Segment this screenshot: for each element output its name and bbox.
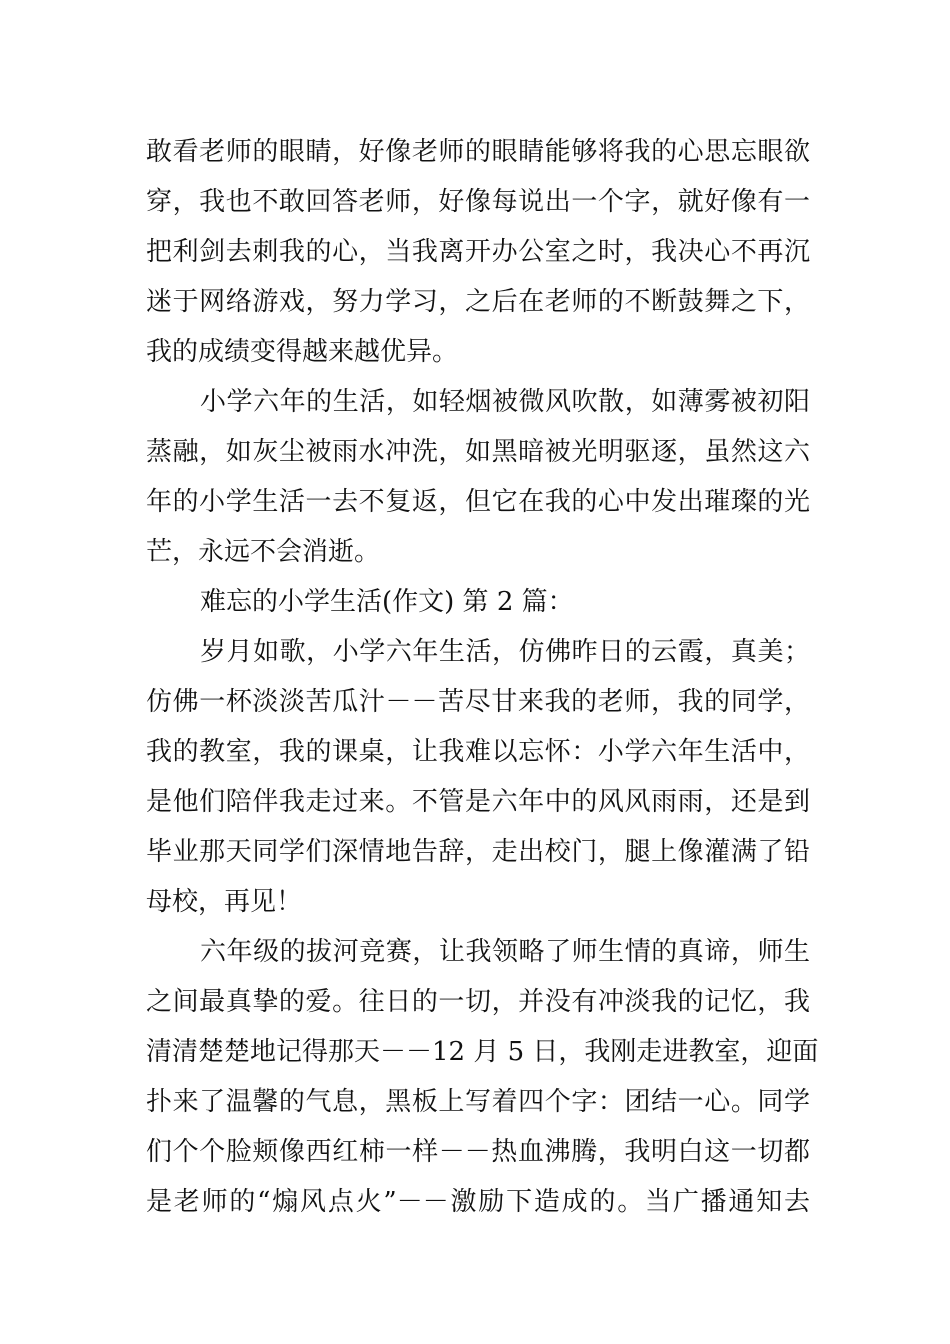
text-line: 难忘的小学生活(作文) 第 2 篇： (200, 587, 574, 617)
text-line: 敢看老师的眼睛，好像老师的眼睛能够将我的心思忘眼欲 (146, 137, 810, 167)
text-line: 我的教室，我的课桌，让我难以忘怀：小学六年生活中， (146, 737, 810, 767)
text-line: 母校，再见！ (146, 887, 303, 917)
text-line: 之间最真挚的爱。往日的一切，并没有冲淡我的记忆，我 (146, 987, 810, 1017)
text-line: 毕业那天同学们深情地告辞，走出校门，腿上像灌满了铅 (146, 837, 810, 867)
text-line: 清清楚楚地记得那天－－12 月 5 日，我刚走进教室，迎面 (146, 1037, 819, 1067)
text-line: 小学六年的生活，如轻烟被微风吹散，如薄雾被初阳 (200, 387, 810, 417)
text-line: 仿佛一杯淡淡苦瓜汁－－苦尽甘来我的老师，我的同学， (146, 687, 810, 717)
text-line: 迷于网络游戏，努力学习，之后在老师的不断鼓舞之下， (146, 287, 810, 317)
text-line: 岁月如歌，小学六年生活，仿佛昨日的云霞，真美； (200, 637, 810, 667)
text-line: 年的小学生活一去不复返，但它在我的心中发出璀璨的光 (146, 487, 810, 517)
text-line: 我的成绩变得越来越优异。 (146, 337, 459, 367)
text-line: 蒸融，如灰尘被雨水冲洗，如黑暗被光明驱逐，虽然这六 (146, 437, 810, 467)
text-line: 扑来了温馨的气息，黑板上写着四个字：团结一心。同学 (146, 1087, 810, 1117)
text-line: 是老师的“煽风点火”－－激励下造成的。当广播通知去 (146, 1187, 810, 1217)
text-line: 芒，永远不会消逝。 (146, 537, 381, 567)
text-line: 穿，我也不敢回答老师，好像每说出一个字，就好像有一 (146, 187, 810, 217)
text-line: 们个个脸颊像西红柿一样－－热血沸腾，我明白这一切都 (146, 1137, 810, 1167)
text-line: 把利剑去刺我的心，当我离开办公室之时，我决心不再沉 (146, 237, 810, 267)
text-line: 六年级的拔河竞赛，让我领略了师生情的真谛，师生 (200, 937, 810, 967)
body-text (146, 127, 819, 1227)
text-line: 是他们陪伴我走过来。不管是六年中的风风雨雨，还是到 (146, 787, 810, 817)
